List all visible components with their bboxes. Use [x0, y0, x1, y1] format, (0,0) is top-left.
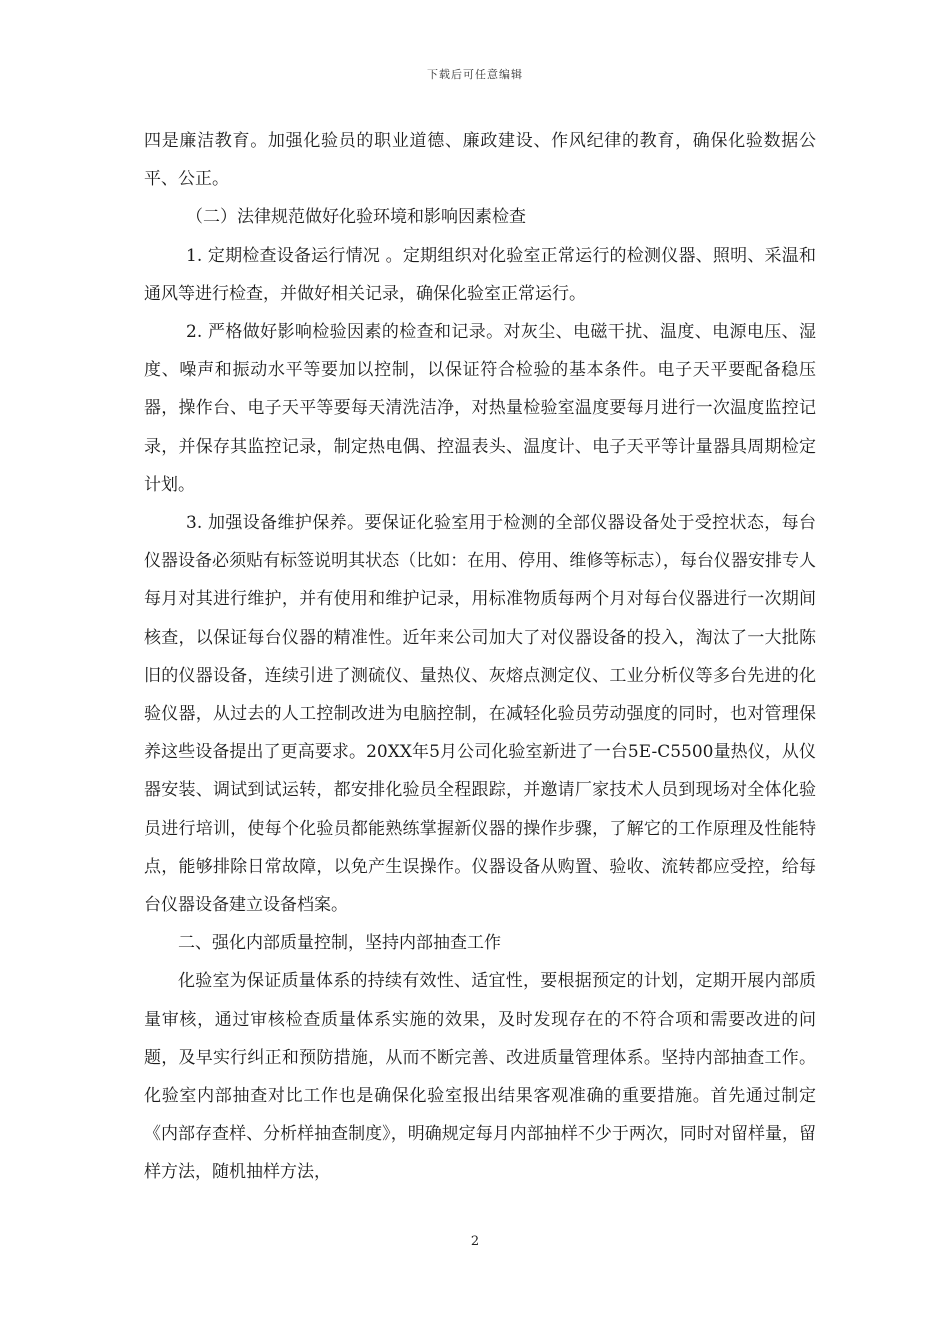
- page-header: 下载后可任意编辑: [427, 68, 523, 81]
- section-heading-internal-quality: 二、强化内部质量控制，坚持内部抽查工作: [178, 933, 501, 954]
- paragraph-internal-audit: 化验室为保证质量体系的持续有效性、适宜性，要根据预定的计划，定期开展内部质量审核，通过审核检查质量体系实施的效果，及时发现存在的不符合项和需要改进的问题，及早实行纠正和预防措施，从而不断完善、改进质量管理体系。坚持内部抽查工作。化验室内部抽查对比工作也是确保化验室报出结果客观准确的重要措施。首先通过制定《内部存查样、分析样抽查制度》，明确规定每月内部抽样不少于两次，同时对留样量，留样方法，随机抽样方法，: [144, 971, 816, 1183]
- paragraph-equipment-maintenance: 3. 加强设备维护保养。要保证化验室用于检测的全部仪器设备处于受控状态，每台仪器设备必须贴有标签说明其状态（比如：在用、停用、维修等标志），每台仪器安排专人每月对其进行维护，并有使用和维护记录，用标准物质每两个月对每台仪器进行一次期间核查，以保证每台仪器的精准性。近年来公司加大了对仪器设备的投入，淘汰了一大批陈旧的仪器设备，连续引进了测硫仪、量热仪、灰熔点测定仪、工业分析仪等多台先进的化验仪器，从过去的人工控制改进为电脑控制，在减轻化验员劳动强度的同时，也对管理保养这些设备提出了更高要求。20XX年5月公司化验室新进了一台5E-C5500量热仪，从仪器安装、调试到试运转，都安排化验员全程跟踪，并邀请厂家技术人员到现场对全体化验员进行培训，使每个化验员都能熟练掌握新仪器的操作步骤，了解它的工作原理及性能特点，能够排除日常故障，以免产生误操作。仪器设备从购置、验收、流转都应受控，给每台仪器设备建立设备档案。: [144, 513, 816, 916]
- paragraph-influence-factors: 2. 严格做好影响检验因素的检查和记录。对灰尘、电磁干扰、温度、电源电压、湿度、噪声和振动水平等要加以控制，以保证符合检验的基本条件。电子天平要配备稳压器，操作台、电子天平等要每天清洗洁净，对热量检验室温度要每月进行一次温度监控记录，并保存其监控记录，制定热电偶、控温表头、温度计、电子天平等计量器具周期检定计划。: [144, 322, 816, 495]
- paragraph-integrity-education: 四是廉洁教育。加强化验员的职业道德、廉政建设、作风纪律的教育，确保化验数据公平、公正。: [144, 131, 816, 190]
- page-number: 2: [470, 1234, 480, 1249]
- document-body: [144, 122, 816, 1192]
- section-heading-environment-check: （二）法律规范做好化验环境和影响因素检查: [186, 207, 526, 228]
- paragraph-equipment-check: 1. 定期检查设备运行情况 。定期组织对化验室正常运行的检测仪器、照明、采温和通风等进行检查，并做好相关记录，确保化验室正常运行。: [144, 245, 816, 304]
